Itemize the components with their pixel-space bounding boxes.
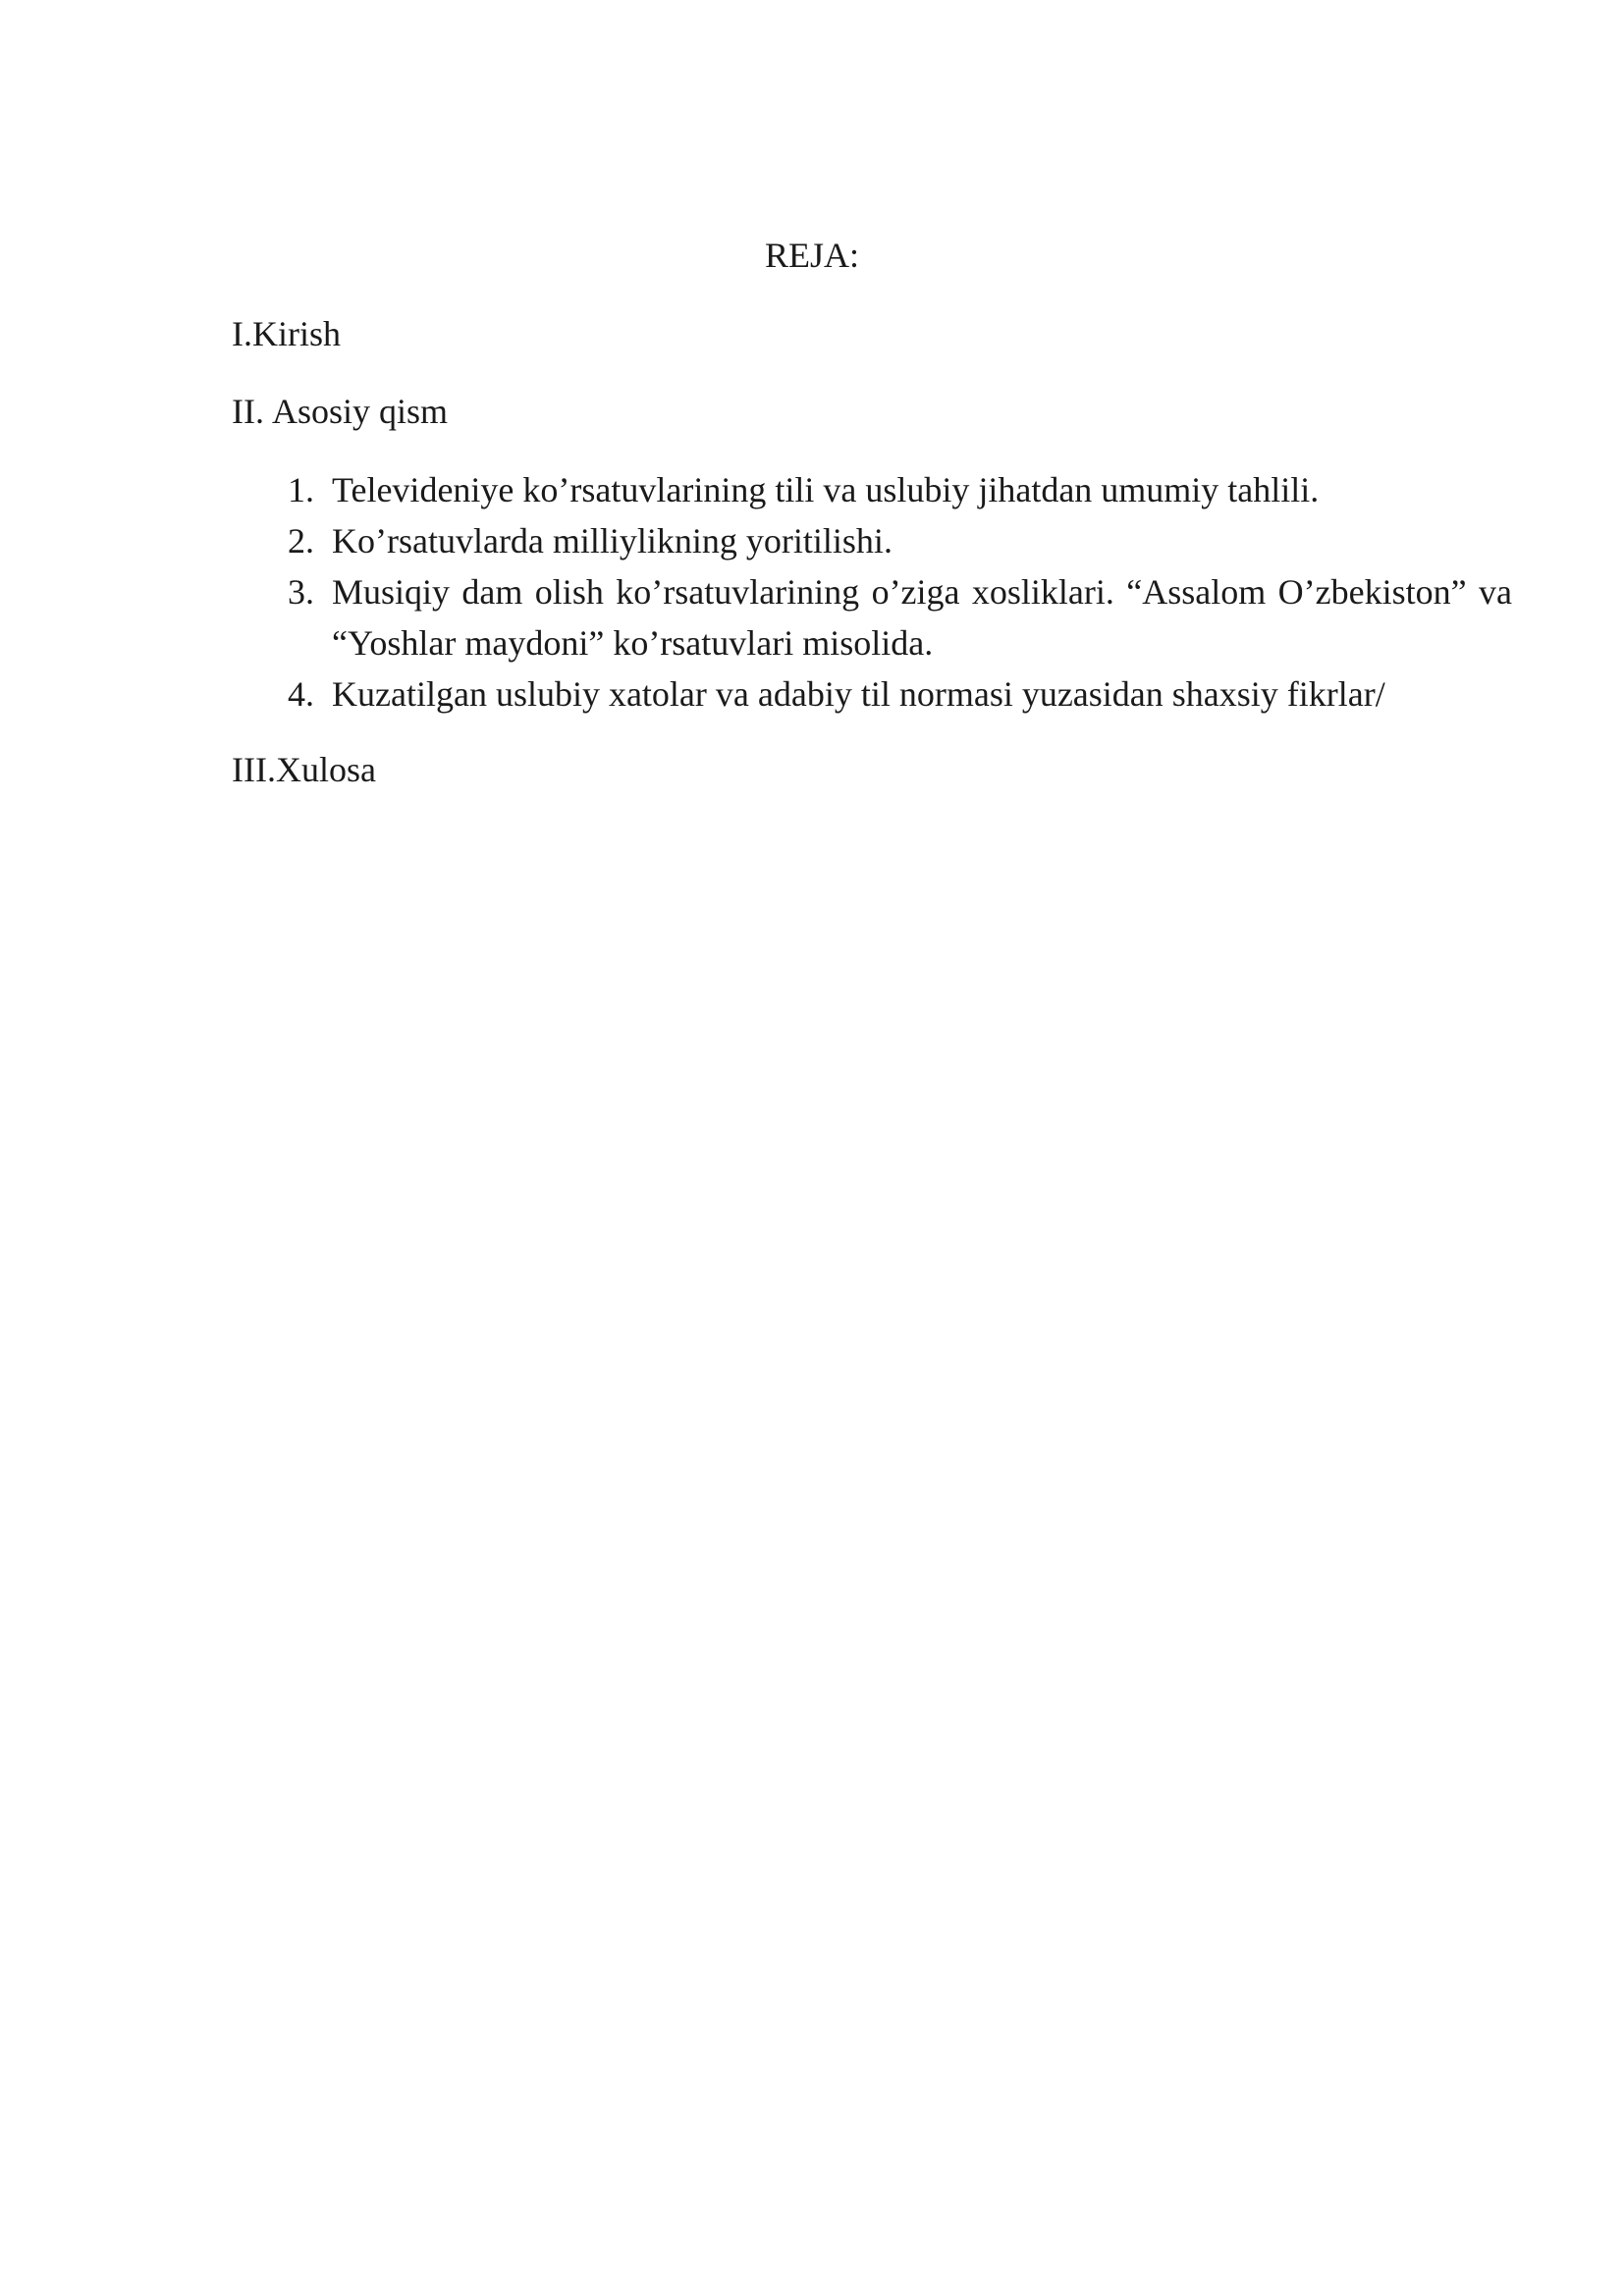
section-main-part [232, 388, 448, 435]
list-item [279, 464, 1512, 515]
section-conclusion [232, 746, 376, 793]
list-item-text: Ko’rsatuvlarda milliylikning yoritilishi. [332, 521, 893, 561]
page-title: REJA: [764, 236, 859, 275]
list-item-number: 3. [288, 572, 314, 612]
list-item-text: Musiqiy dam olish ko’rsatuvlarining o’ziga xosliklari. “Assalom O’zbekiston” va “Yoshlar maydoni” ko’rsatuvlari misolida. [332, 572, 1512, 663]
list-item [279, 515, 1512, 566]
section-label: Xulosa [275, 750, 376, 789]
main-part-list [279, 464, 1512, 720]
section-number: II. [232, 392, 264, 431]
list-item-text: Televideniye ko’rsatuvlarining tili va uslubiy jihatdan umumiy tahlili. [332, 470, 1320, 509]
list-item-number: 1. [288, 470, 314, 509]
section-label: Asosiy qism [271, 392, 449, 431]
list-item-text: Kuzatilgan uslubiy xatolar va adabiy til normasi yuzasidan shaxsiy fikrlar/ [332, 674, 1385, 714]
section-number: III. [232, 750, 276, 789]
section-label: Kirish [252, 314, 341, 353]
list-item [279, 668, 1512, 720]
list-item-number: 4. [288, 674, 314, 714]
list-item [279, 566, 1512, 668]
list-item-number: 2. [288, 521, 314, 561]
section-number: I. [232, 314, 252, 353]
section-introduction [232, 310, 341, 357]
